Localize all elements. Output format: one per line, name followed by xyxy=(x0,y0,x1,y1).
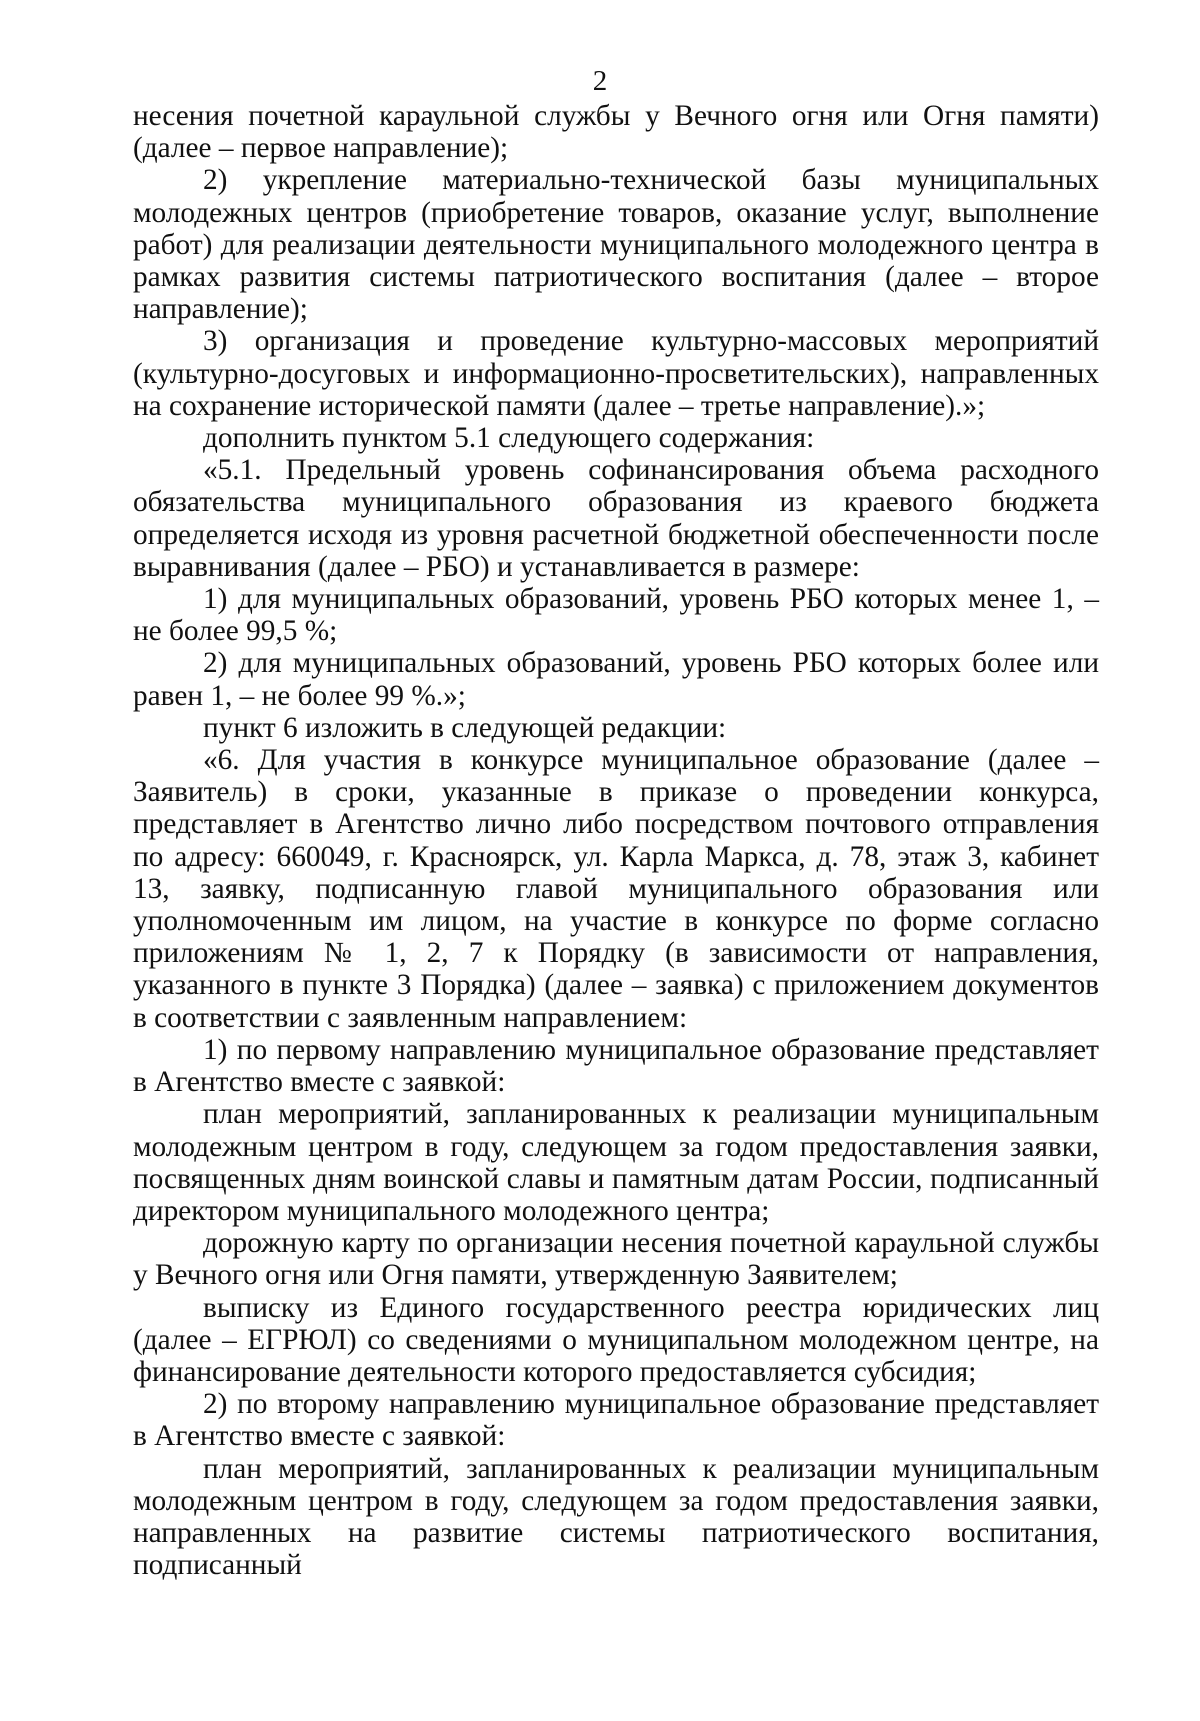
paragraph: дополнить пунктом 5.1 следующего содержания: xyxy=(203,422,815,455)
paragraph: дорожную карту по организации несения почетной караульной службы у Вечного огня или Огня памяти, утвержденную Заявителем; xyxy=(133,1227,1099,1292)
paragraph: 1) для муниципальных образований, уровень РБО которых менее 1, – не более 99,5 %; xyxy=(133,583,1099,648)
paragraph: 2) для муниципальных образований, уровень РБО которых более или равен 1, – не более 99 %.»; xyxy=(133,647,1099,712)
paragraph: 1) по первому направлению муниципальное образование представляет в Агентство вместе с заявкой: xyxy=(133,1033,1099,1099)
document-body xyxy=(133,100,1099,1581)
page-number: 2 xyxy=(592,65,608,97)
paragraph: 3) организация и проведение культурно-массовых мероприятий (культурно-досуговых и информационно-просветительских), направленных на сохранение исторической памяти (далее – третье направление).»; xyxy=(133,325,1099,422)
paragraph: план мероприятий, запланированных к реализации муниципальным молодежным центром в году, следующем за годом предоставления заявки, посвященных дням воинской славы и памятным датам России, подписанный директором муниципального молодежного центра; xyxy=(133,1098,1099,1227)
paragraph: несения почетной караульной службы у Вечного огня или Огня памяти) (далее – первое направление); xyxy=(133,100,1099,165)
paragraph: 2) укрепление материально-технической базы муниципальных молодежных центров (приобретение товаров, оказание услуг, выполнение работ) для реализации деятельности муниципального молодежного центра в рамках развития системы патриотического воспитания (далее – второе направление); xyxy=(133,164,1099,326)
paragraph: 2) по второму направлению муниципальное образование представляет в Агентство вместе с заявкой: xyxy=(133,1388,1099,1453)
paragraph: пункт 6 изложить в следующей редакции: xyxy=(203,711,727,744)
paragraph: «5.1. Предельный уровень софинансирования объема расходного обязательства муниципального образования из краевого бюджета определяется исходя из уровня расчетной бюджетной обеспеченности после выравнивания (далее – РБО) и устанавливается в размере: xyxy=(133,454,1099,583)
paragraph: план мероприятий, запланированных к реализации муниципальным молодежным центром в году, следующем за годом предоставления заявки, направленных на развитие системы патриотического воспитания, подписанный xyxy=(133,1452,1099,1582)
paragraph: выписку из Единого государственного реестра юридических лиц (далее – ЕГРЮЛ) со сведениями о муниципальном молодежном центре, на финансирование деятельности которого предоставляется субсидия; xyxy=(133,1291,1099,1388)
paragraph: «6. Для участия в конкурсе муниципальное образование (далее – Заявитель) в сроки, указанные в приказе о проведении конкурса, представляет в Агентство лично либо посредством почтового отправления по адресу: 660049, г. Красноярск, ул. Карла Маркса, д. 78, этаж 3, кабинет 13, заявку, подписанную главой муниципального образования или уполномоченным им лицом, на участие в конкурсе по форме согласно приложениям № 1, 2, 7 к Порядку (в зависимости от направления, указанного в пункте 3 Порядка) (далее – заявка) с приложением документов в соответствии с заявленным направлением: xyxy=(133,744,1099,1034)
